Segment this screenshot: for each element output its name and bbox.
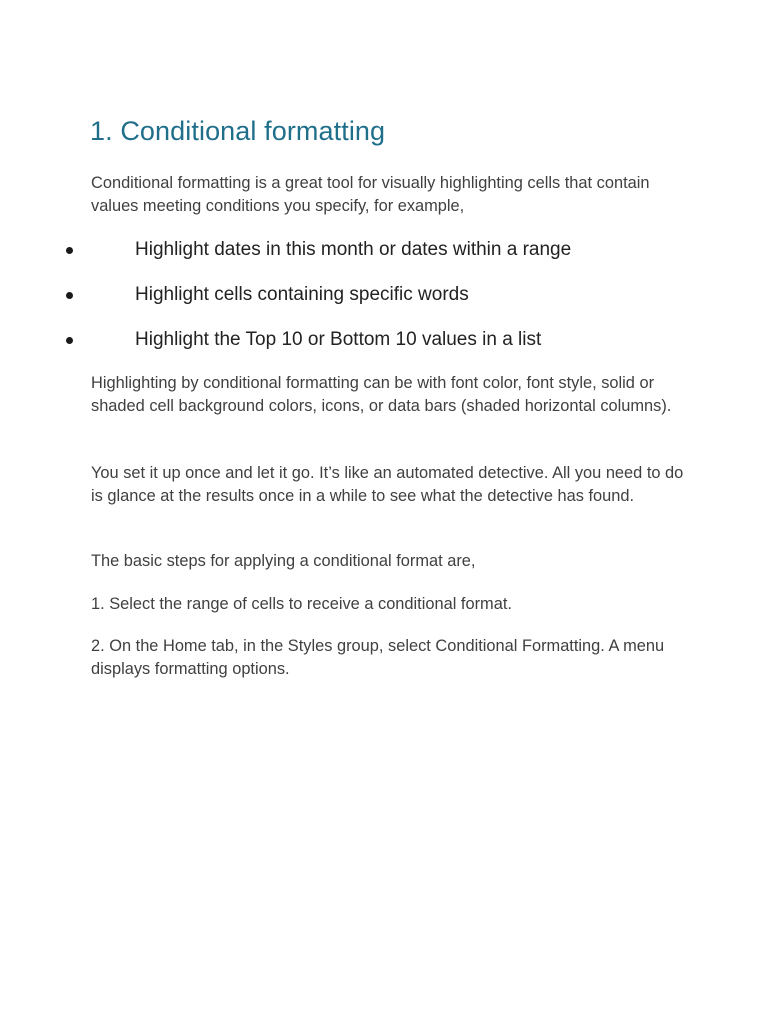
bullet-dot-icon [66, 292, 73, 299]
bullet-text: Highlight dates in this month or dates within a range [135, 239, 572, 260]
step-1-paragraph: 1. Select the range of cells to receive a conditional format. [91, 595, 512, 613]
bullet-item-2 [0, 282, 768, 308]
bullet-dot-icon [66, 247, 73, 254]
bullet-item-1 [0, 237, 768, 263]
intro-paragraph: Conditional formatting is a great tool for visually highlighting cells that contain values meeting conditions you specify, for example, [91, 174, 650, 215]
bullet-text: Highlight cells containing specific words [135, 284, 469, 305]
section-heading: 1. Conditional formatting [90, 116, 386, 146]
basic-steps-paragraph: The basic steps for applying a conditional format are, [91, 552, 476, 570]
bullet-text: Highlight the Top 10 or Bottom 10 values in a list [135, 329, 542, 350]
highlighting-paragraph: Highlighting by conditional formatting can be with font color, font style, solid or shaded cell background colors, icons, or data bars (shaded horizontal columns). [91, 374, 672, 415]
step-2-paragraph: 2. On the Home tab, in the Styles group, select Conditional Formatting. A menu displays formatting options. [91, 637, 665, 678]
detective-paragraph: You set it up once and let it go. It’s like an automated detective. All you need to do is glance at the results once in a while to see what the detective has found. [91, 464, 684, 505]
bullet-item-3 [0, 327, 768, 353]
bullet-dot-icon [66, 337, 73, 344]
